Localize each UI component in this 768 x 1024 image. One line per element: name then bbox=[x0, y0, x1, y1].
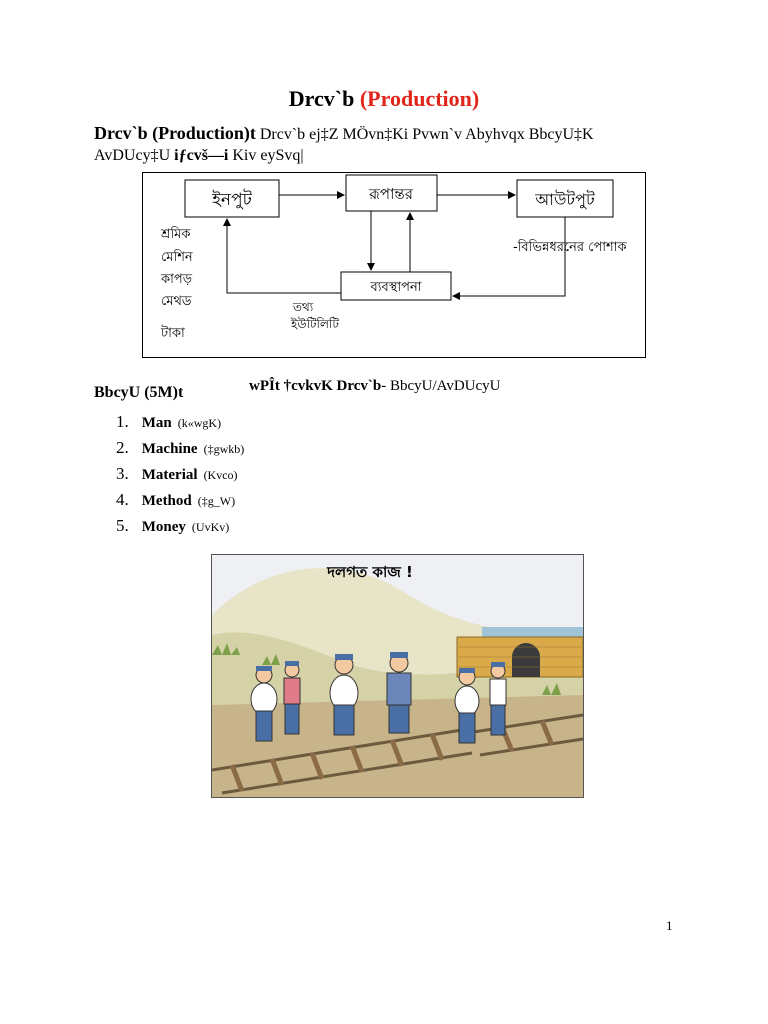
factors-heading: BbcyU (5M)t bbox=[94, 384, 184, 401]
item-translation: (‡g_W) bbox=[197, 494, 236, 508]
intro-line-1 bbox=[94, 123, 594, 144]
list-item bbox=[116, 513, 244, 539]
input-item: শ্রমিক bbox=[161, 227, 191, 242]
input-item: টাকা bbox=[161, 326, 185, 341]
list-item bbox=[116, 487, 244, 513]
item-translation: (‡gwkb) bbox=[203, 442, 245, 456]
page-number: 1 bbox=[666, 918, 673, 933]
item-translation: (k«wgK) bbox=[177, 416, 222, 430]
item-english: Man bbox=[141, 415, 172, 431]
item-translation: (UvKv) bbox=[191, 520, 230, 534]
figure-caption-rest: - BbcyU/AvDUcyU bbox=[381, 378, 501, 394]
list-item bbox=[116, 461, 244, 487]
intro-line-2 bbox=[94, 147, 304, 165]
feedback-label-1: তথ্য bbox=[293, 300, 314, 314]
intro-line-2-text: AvDUcy‡U bbox=[94, 147, 175, 164]
output-note: -বিভিন্নধরনের পোশাক bbox=[513, 240, 627, 255]
arrow-output-to-management bbox=[453, 217, 565, 296]
cartoon-caption: দলগত কাজ ! bbox=[327, 563, 413, 581]
item-english: Money bbox=[141, 519, 186, 535]
item-english: Material bbox=[141, 467, 198, 483]
item-english: Method bbox=[141, 493, 192, 509]
list-item bbox=[116, 435, 244, 461]
production-process-diagram bbox=[142, 172, 646, 358]
diagram-canvas bbox=[143, 173, 645, 357]
item-number: 1. bbox=[116, 412, 129, 431]
item-translation: (Kvco) bbox=[203, 468, 238, 482]
cartoon-illustration bbox=[212, 555, 583, 797]
management-label: ব্যবস্থাপনা bbox=[370, 280, 422, 295]
intro-line-2-bold: iƒcvš—i bbox=[174, 147, 229, 164]
input-item: মেশিন bbox=[161, 250, 193, 265]
intro-line-2-end: Kiv eySvq| bbox=[228, 147, 304, 164]
factors-list bbox=[116, 409, 244, 539]
figure-caption-bold: wPÎt †cvkvK Drcv`b bbox=[249, 378, 382, 394]
intro-term: Drcv`b (Production)t bbox=[94, 123, 256, 143]
input-item: মেথড bbox=[161, 294, 192, 309]
list-item bbox=[116, 409, 244, 435]
figure-caption bbox=[249, 378, 501, 395]
transform-label: রূপান্তর bbox=[368, 185, 414, 203]
arrow-management-to-input bbox=[227, 219, 341, 293]
item-number: 4. bbox=[116, 490, 129, 509]
item-number: 5. bbox=[116, 516, 129, 535]
page-title bbox=[0, 86, 768, 112]
intro-line-1-text: Drcv`b ej‡Z MÖvn‡Ki Pvwn`v Abyhvqx BbcyU‡K bbox=[255, 126, 594, 143]
item-number: 3. bbox=[116, 464, 129, 483]
input-label: ইনপুট bbox=[212, 190, 252, 210]
title-main: Drcv`b bbox=[288, 86, 355, 111]
title-english: (Production) bbox=[359, 86, 480, 111]
item-english: Machine bbox=[141, 441, 198, 457]
item-number: 2. bbox=[116, 438, 129, 457]
output-label: আউটপুট bbox=[535, 190, 595, 209]
input-item: কাপড় bbox=[161, 272, 192, 287]
feedback-label-2: ইউটিলিটি bbox=[291, 317, 339, 331]
teamwork-cartoon bbox=[211, 554, 584, 798]
